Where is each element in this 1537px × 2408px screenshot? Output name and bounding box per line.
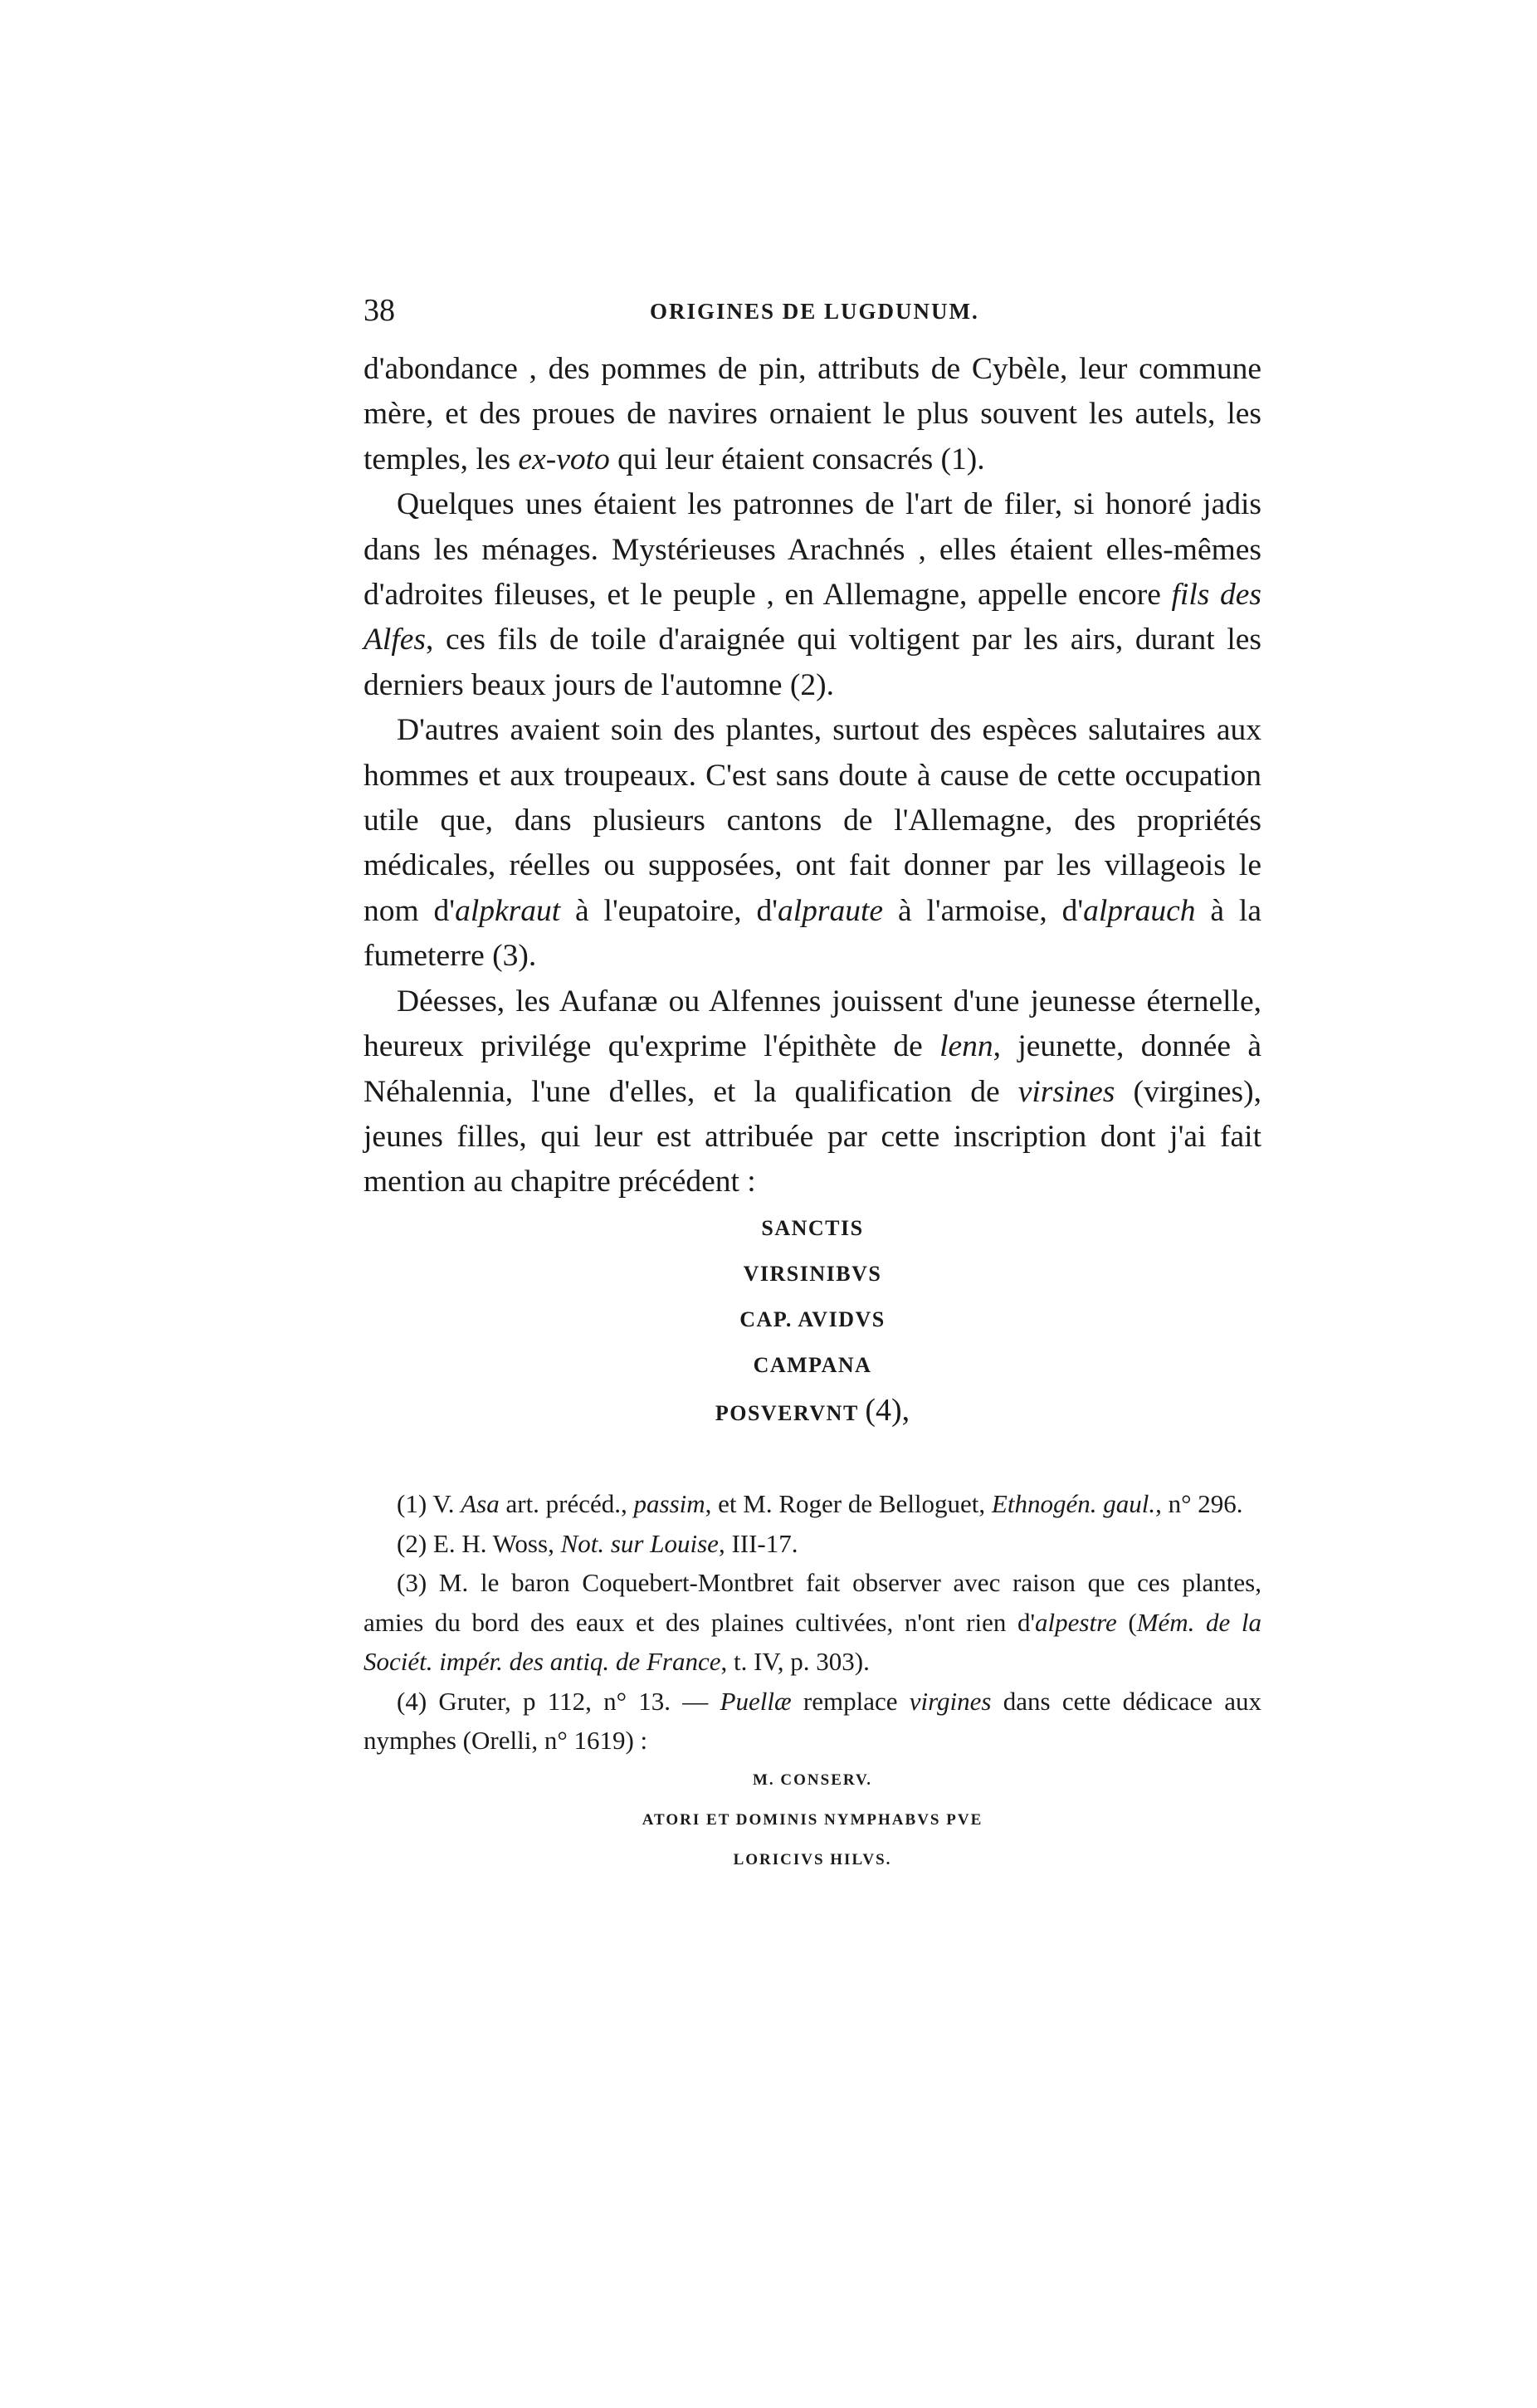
- footnote-reference: (4),: [865, 1392, 910, 1428]
- footnote-inscription-line: LORICIVS HILVS.: [733, 1850, 892, 1868]
- footnotes: [364, 1484, 1261, 1880]
- running-title: ORIGINES DE LUGDUNUM.: [650, 299, 979, 324]
- inscription: [364, 1205, 1261, 1434]
- page-header: [364, 292, 1268, 334]
- footnote-3: (3) M. le baron Coquebert-Montbret fait observer avec raison que ces plantes, amies du bord des eaux et des plaines cultivées, n'ont rien d'alpestre (Mém. de la Sociét. impér. des antiq. de France, t. IV, p. 303).: [364, 1568, 1262, 1676]
- footnote-inscription-line: M. CONSERV.: [753, 1771, 872, 1789]
- inscription-line: CAP. AVIDVS: [739, 1307, 886, 1331]
- inscription-line: POSVERVNT (4),: [715, 1392, 910, 1428]
- inscription-line: VIRSINIBVS: [743, 1261, 882, 1286]
- footnote-inscription-line: ATORI ET DOMINIS NYMPHABVS PVE: [642, 1810, 983, 1829]
- inscription-line: SANCTIS: [761, 1215, 864, 1240]
- footnote-1: (1) V. Asa art. précéd., passim, et M. Roger de Belloguet, Ethnogén. gaul., n° 296.: [397, 1489, 1243, 1518]
- paragraph-3: D'autres avaient soin des plantes, surtout des espèces salutaires aux hommes et aux troupeaux. C'est sans doute à cause de cette occupation utile que, dans plusieurs cantons de l'Allemagne, des propriétés médicales, réelles ou supposées, ont fait donner par les villageois le nom d'alpkraut à l'eupatoire, d'alpraute à l'armoise, d'alprauch à la fumeterre (3).: [364, 713, 1261, 974]
- paragraph-4: Déesses, les Aufanæ ou Alfennes jouissent d'une jeunesse éternelle, heureux privilége qu'exprime l'épithète de lenn, jeunette, donnée à Néhalennia, l'une d'elles, et la qualification de virsines (virgines), jeunes filles, qui leur est attribuée par cette inscription dont j'ai fait mention au chapitre précédent :: [364, 984, 1261, 1199]
- footnote-2: (2) E. H. Woss, Not. sur Louise, III-17.: [397, 1528, 798, 1558]
- page-number: 38: [364, 293, 395, 328]
- footnote-4: (4) Gruter, p 112, n° 13. — Puellæ remplace virgines dans cette dédicace aux nymphes (Orelli, n° 1619) :: [364, 1686, 1261, 1755]
- body-text: [364, 347, 1261, 1434]
- paragraph-1: d'abondance , des pommes de pin, attributs de Cybèle, leur commune mère, et des proues de navires ornaient le plus souvent les autels, les temples, les ex-voto qui leur étaient consacrés (1).: [364, 352, 1261, 476]
- inscription-line: CAMPANA: [753, 1352, 872, 1377]
- paragraph-2: Quelques unes étaient les patronnes de l'art de filer, si honoré jadis dans les ménages. Mystérieuses Arachnés , elles étaient elles-mêmes d'adroites fileuses, et le peuple , en Allemagne, appelle encore fils des Alfes, ces fils de toile d'araignée qui voltigent par les airs, durant les derniers beaux jours de l'automne (2).: [364, 487, 1262, 702]
